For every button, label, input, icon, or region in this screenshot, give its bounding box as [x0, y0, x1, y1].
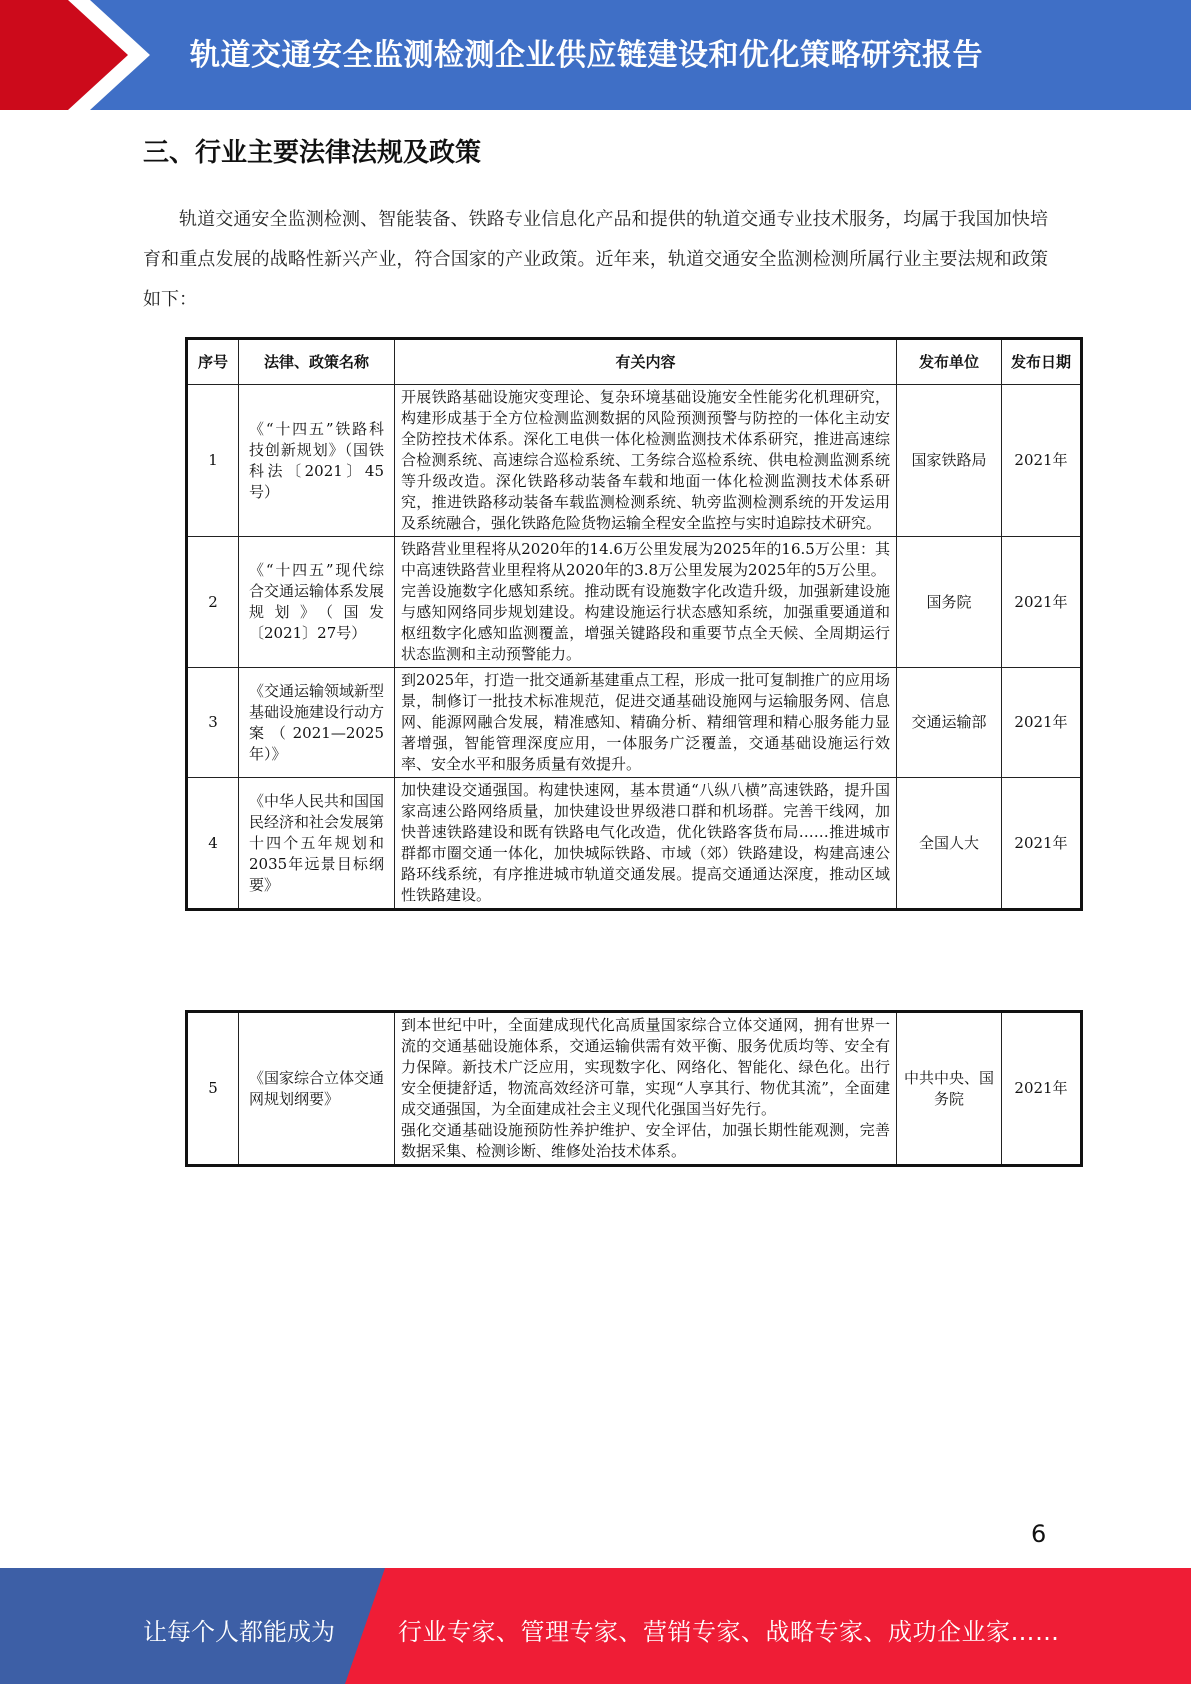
content-paragraph: 开展铁路基础设施灾变理论、复杂环境基础设施安全性能劣化机理研究，构建形成基于全方位检测监测数据的风险预测预警与防控的一体化主动安全防控技术体系。深化工电供一体化检测监测技术体系研究，推进高速综合检测系统、高速综合巡检系统、工务综合巡检系统、供电检测监测系统等升级改造。深化铁路移动装备车载和地面一体化检测监测技术体系研究，推进铁路移动装备车载监测检测系统、轨旁监测检测系统的开发运用及系统融合，强化铁路危险货物运输全程安全监控与实时追踪技术研究。 [401, 388, 890, 532]
policy-name: 《中华人民共和国国民经济和社会发展第十四个五年规划和2035年远景目标纲要》 [239, 778, 395, 910]
table-row [187, 668, 1082, 778]
policy-name: 《“十四五”现代综合交通运输体系发展规划》（国发〔2021〕27号） [239, 537, 395, 668]
content-paragraph: 完善设施数字化感知系统。推动既有设施数字化改造升级，加强新建设施与感知网络同步规划建设。构建设施运行状态感知系统，加强重要通道和枢纽数字化感知监测覆盖，增强关键路段和重要节点全天候、全周期运行状态监测和主动预警能力。 [401, 582, 890, 663]
table-row [187, 385, 1082, 537]
row-number: 5 [187, 1012, 239, 1166]
row-number: 3 [187, 668, 239, 778]
issuer: 中共中央、国务院 [897, 1012, 1002, 1166]
policy-content [395, 537, 897, 668]
header-content: 有关内容 [395, 339, 897, 385]
table-header-row [187, 339, 1082, 385]
release-date: 2021年 [1002, 1012, 1082, 1166]
footer-slogan-right: 行业专家、管理专家、营销专家、战略专家、成功企业家…… [398, 1618, 1060, 1646]
report-title: 轨道交通安全监测检测企业供应链建设和优化策略研究报告 [190, 38, 983, 73]
row-number: 2 [187, 537, 239, 668]
policy-content [395, 668, 897, 778]
issuer: 国家铁路局 [897, 385, 1002, 537]
policy-name: 《国家综合立体交通网规划纲要》 [239, 1012, 395, 1166]
page-number: 6 [1031, 1520, 1047, 1548]
intro-paragraph: 轨道交通安全监测检测、智能装备、铁路专业信息化产品和提供的轨道交通专业技术服务，均属于我国加快培育和重点发展的战略性新兴产业，符合国家的产业政策。近年来，轨道交通安全监测检测所属行业主要法规和政策如下： [143, 209, 1048, 310]
policy-content [395, 1012, 897, 1166]
table-row [187, 537, 1082, 668]
issuer: 国务院 [897, 537, 1002, 668]
footer-slogan-left: 让每个人都能成为 [143, 1618, 335, 1646]
content-paragraph: 铁路营业里程将从2020年的14.6万公里发展为2025年的16.5万公里：其中高速铁路营业里程将从2020年的3.8万公里发展为2025年的5万公里。 [401, 540, 890, 579]
release-date: 2021年 [1002, 668, 1082, 778]
content-paragraph: 到本世纪中叶，全面建成现代化高质量国家综合立体交通网，拥有世界一流的交通基础设施体系，交通运输供需有效平衡、服务优质均等、安全有力保障。新技术广泛应用，实现数字化、网络化、智能化、绿色化。出行安全便捷舒适，物流高效经济可靠，实现“人享其行、物优其流”，全面建成交通强国，为全面建成社会主义现代化强国当好先行。 [401, 1016, 890, 1118]
policy-name: 《交通运输领域新型基础设施建设行动方案（2021—2025年）》 [239, 668, 395, 778]
table-row [187, 778, 1082, 910]
release-date: 2021年 [1002, 778, 1082, 910]
policy-table-continued [185, 1010, 1083, 1167]
header-banner [0, 0, 1191, 110]
content-paragraph: 加快建设交通强国。构建快速网，基本贯通“八纵八横”高速铁路，提升国家高速公路网络质量，加快建设世界级港口群和机场群。完善干线网，加快普速铁路建设和既有铁路电气化改造，优化铁路客货布局……推进城市群都市圈交通一体化，加快城际铁路、市域（郊）铁路建设，构建高速公路环线系统，有序推进城市轨道交通发展。提高交通通达深度，推动区域性铁路建设。 [401, 781, 890, 904]
policy-table [185, 337, 1083, 911]
policy-name: 《“十四五”铁路科技创新规划》（国铁科法〔2021〕45号） [239, 385, 395, 537]
header-name: 法律、政策名称 [239, 339, 395, 385]
release-date: 2021年 [1002, 385, 1082, 537]
row-number: 1 [187, 385, 239, 537]
release-date: 2021年 [1002, 537, 1082, 668]
section-title: 三、行业主要法律法规及政策 [143, 138, 482, 168]
header-red-chevron [0, 0, 150, 110]
policy-content [395, 778, 897, 910]
issuer: 全国人大 [897, 778, 1002, 910]
content-paragraph: 到2025年，打造一批交通新基建重点工程，形成一批可复制推广的应用场景，制修订一批技术标准规范，促进交通基础设施网与运输服务网、信息网、能源网融合发展，精准感知、精确分析、精细管理和精心服务能力显著增强，智能管理深度应用，一体服务广泛覆盖，交通基础设施运行效率、安全水平和服务质量有效提升。 [401, 671, 890, 773]
row-number: 4 [187, 778, 239, 910]
header-no: 序号 [187, 339, 239, 385]
table-row [187, 1012, 1082, 1166]
policy-content [395, 385, 897, 537]
header-date: 发布日期 [1002, 339, 1082, 385]
content-paragraph: 强化交通基础设施预防性养护维护、安全评估，加强长期性能观测，完善数据采集、检测诊断、维修处治技术体系。 [401, 1121, 890, 1160]
issuer: 交通运输部 [897, 668, 1002, 778]
header-issuer: 发布单位 [897, 339, 1002, 385]
